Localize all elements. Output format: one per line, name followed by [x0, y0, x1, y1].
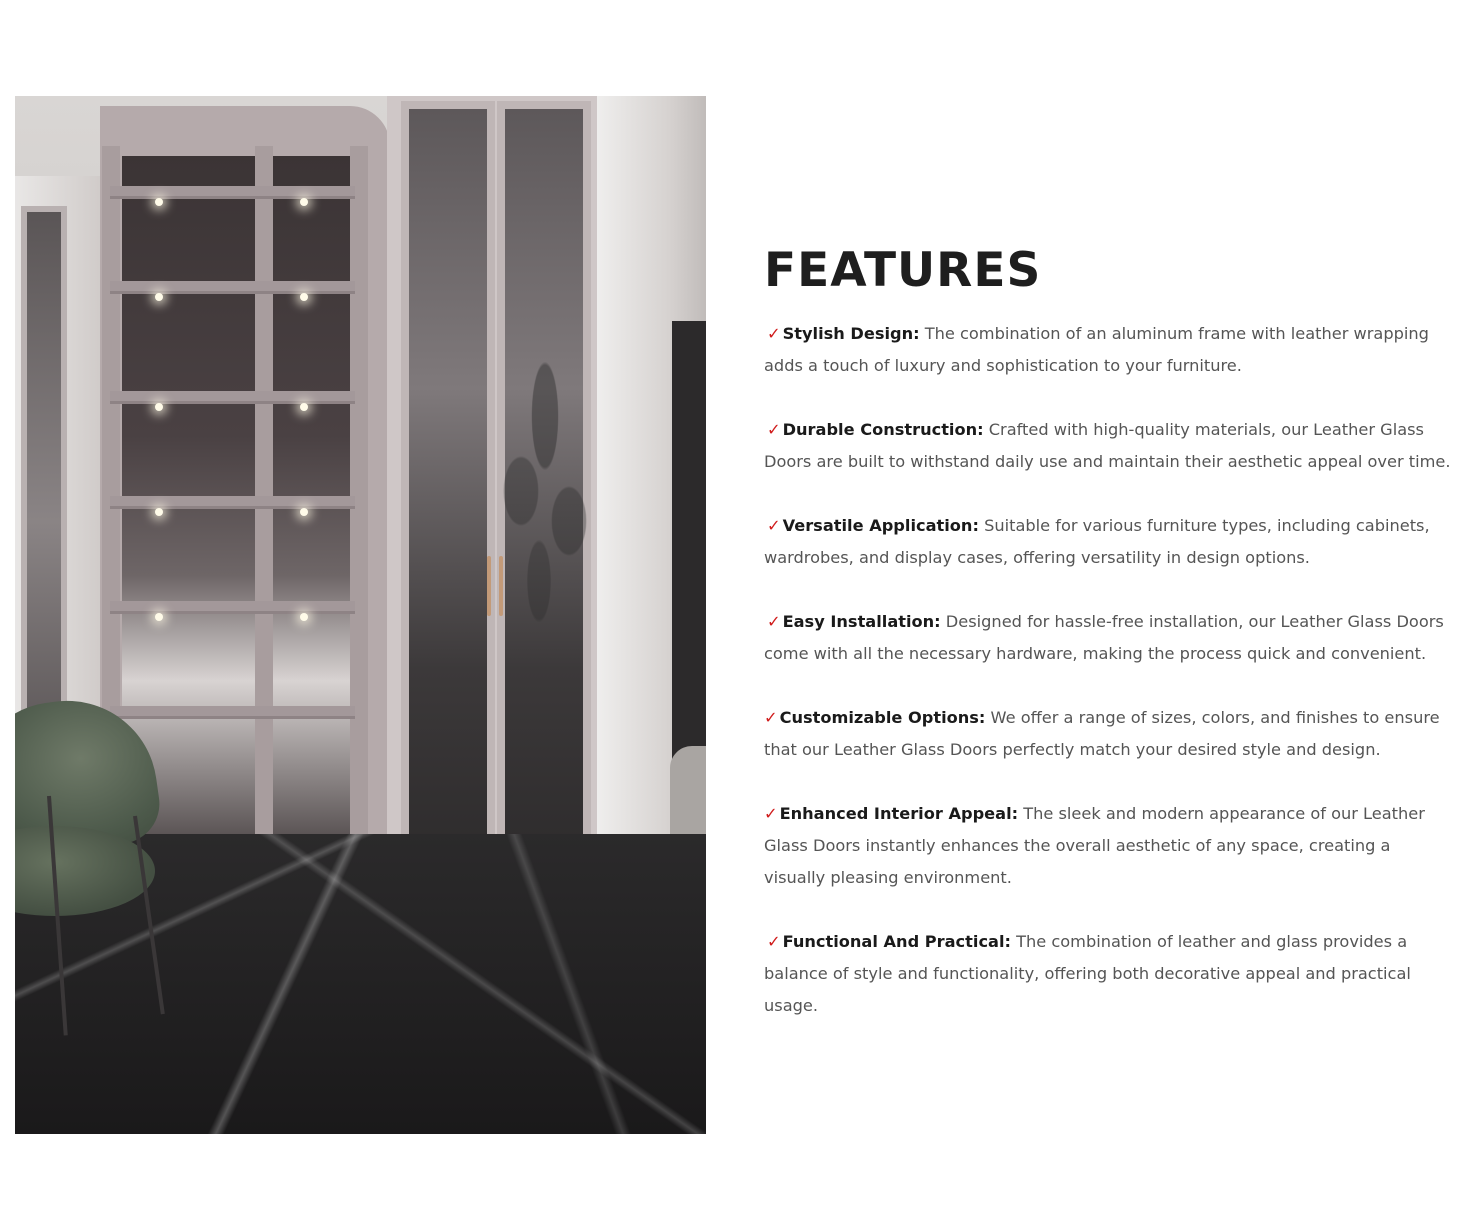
feature-text: Designed for hassle-free installation, our Leather Glass Doors come with all the necessary hardware, making the process quick and convenient. [764, 612, 1444, 663]
product-image [15, 96, 706, 1134]
feature-item [764, 414, 1454, 478]
check-icon: ✓ [767, 932, 781, 951]
feature-label: Enhanced Interior Appeal: [779, 804, 1019, 823]
feature-label: Easy Installation: [782, 612, 941, 631]
feature-text: The combination of leather and glass provides a balance of style and functionality, offering both decorative appeal and practical usage. [764, 932, 1411, 1015]
feature-label: Stylish Design: [782, 324, 920, 343]
feature-label: Durable Construction: [782, 420, 984, 439]
check-icon: ✓ [767, 516, 781, 535]
feature-text: Suitable for various furniture types, including cabinets, wardrobes, and display cases, offering versatility in design options. [764, 516, 1430, 567]
check-icon: ✓ [764, 804, 778, 823]
feature-item [764, 510, 1454, 574]
feature-text: Crafted with high-quality materials, our Leather Glass Doors are built to withstand daily use and maintain their aesthetic appeal over time. [764, 420, 1451, 471]
feature-item [764, 798, 1454, 894]
feature-text: The combination of an aluminum frame with leather wrapping adds a touch of luxury and sophistication to your furniture. [764, 324, 1429, 375]
feature-item [764, 702, 1454, 766]
feature-label: Versatile Application: [782, 516, 979, 535]
plant-reflection [485, 356, 605, 656]
feature-text: We offer a range of sizes, colors, and finishes to ensure that our Leather Glass Doors perfectly match your desired style and design. [764, 708, 1440, 759]
check-icon: ✓ [767, 612, 781, 631]
features-list [764, 318, 1454, 1022]
features-title: FEATURES [764, 243, 1042, 298]
feature-label: Customizable Options: [779, 708, 986, 727]
feature-item [764, 926, 1454, 1022]
check-icon: ✓ [764, 708, 778, 727]
check-icon: ✓ [767, 420, 781, 439]
feature-text: The sleek and modern appearance of our Leather Glass Doors instantly enhances the overall aesthetic of any space, creating a visually pleasing environment. [764, 804, 1425, 887]
check-icon: ✓ [767, 324, 781, 343]
feature-label: Functional And Practical: [782, 932, 1011, 951]
features-section [764, 240, 1454, 1054]
feature-item [764, 318, 1454, 382]
feature-item [764, 606, 1454, 670]
